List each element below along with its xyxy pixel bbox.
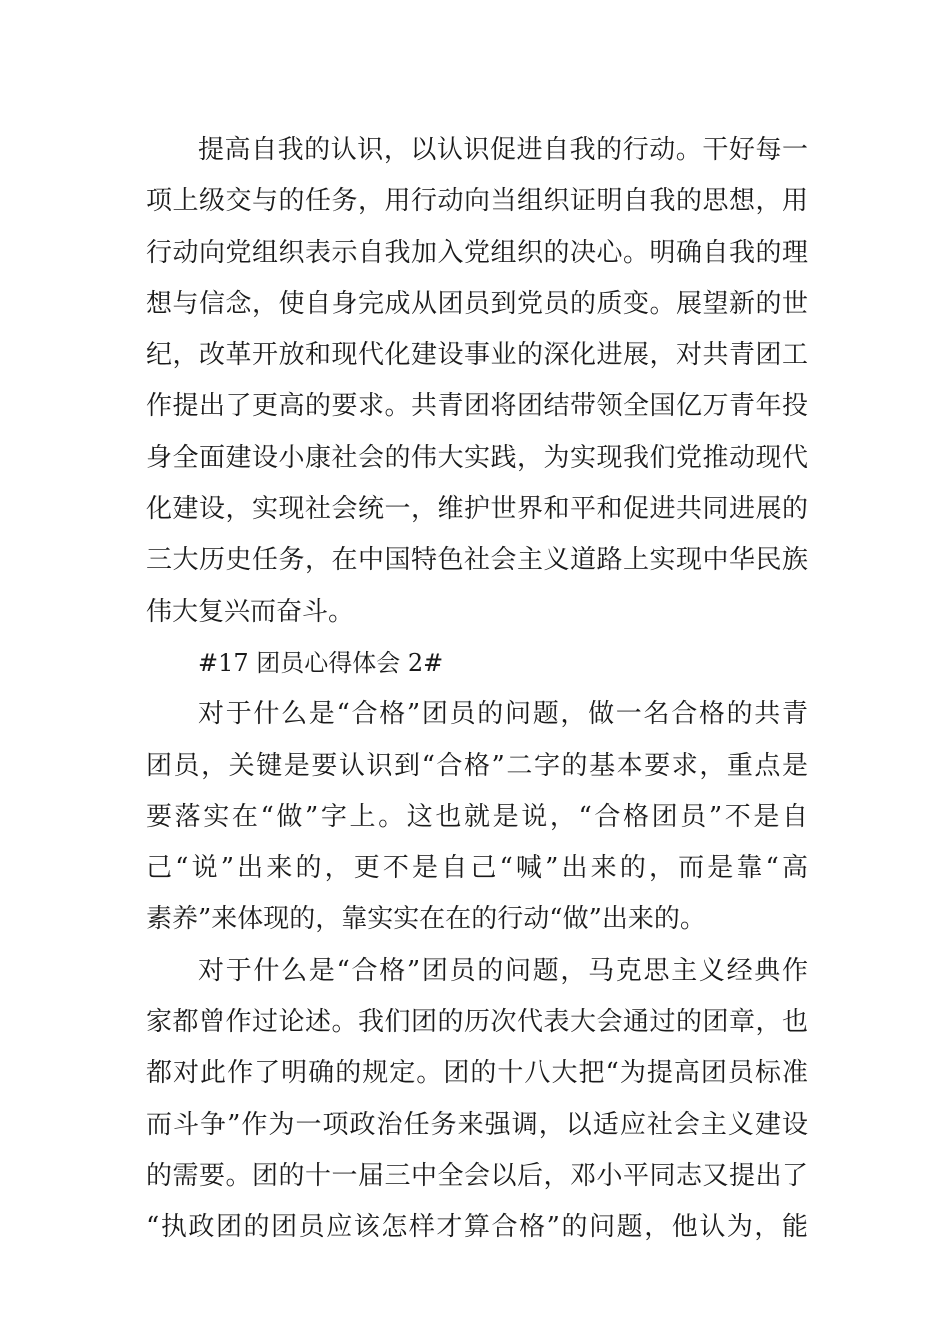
paragraph-line: 作提出了更高的要求。共青团将团结带领全国亿万青年投 bbox=[146, 391, 808, 422]
paragraph-line: 而斗争”作为一项政治任务来强调，以适应社会主义建设 bbox=[146, 1109, 808, 1140]
paragraph-line: 三大历史任务，在中国特色社会主义道路上实现中华民族 bbox=[146, 545, 808, 576]
paragraph-line: 对于什么是“合格”团员的问题，做一名合格的共青 bbox=[198, 699, 808, 730]
section-heading bbox=[146, 638, 808, 689]
document-body bbox=[146, 125, 808, 1254]
paragraph-line: 化建设，实现社会统一，维护世界和平和促进共同进展的 bbox=[146, 494, 808, 525]
paragraph-3 bbox=[146, 946, 808, 1254]
section-heading-text: #17 团员心得体会 2# bbox=[198, 648, 444, 677]
paragraph-line: 的需要。团的十一届三中全会以后，邓小平同志又提出了 bbox=[146, 1160, 808, 1191]
paragraph-line: 都对此作了明确的规定。团的十八大把“为提高团员标准 bbox=[146, 1058, 808, 1089]
paragraph-line: 想与信念，使自身完成从团员到党员的质变。展望新的世 bbox=[146, 288, 808, 319]
paragraph-line: 素养”来体现的，靠实实在在的行动“做”出来的。 bbox=[146, 904, 706, 935]
paragraph-2 bbox=[146, 689, 808, 945]
paragraph-1 bbox=[146, 125, 808, 638]
paragraph-line: 团员，关键是要认识到“合格”二字的基本要求，重点是 bbox=[146, 750, 808, 781]
paragraph-line: 对于什么是“合格”团员的问题，马克思主义经典作 bbox=[198, 955, 808, 986]
paragraph-line: 纪，改革开放和现代化建设事业的深化进展，对共青团工 bbox=[146, 340, 808, 371]
paragraph-line: 伟大复兴而奋斗。 bbox=[146, 596, 355, 627]
paragraph-line: 要落实在“做”字上。这也就是说，“合格团员”不是自 bbox=[146, 801, 808, 832]
paragraph-line: 己“说”出来的，更不是自己“喊”出来的，而是靠“高 bbox=[146, 853, 808, 884]
paragraph-line: 身全面建设小康社会的伟大实践，为实现我们党推动现代 bbox=[146, 442, 808, 473]
paragraph-line: 提高自我的认识，以认识促进自我的行动。干好每一 bbox=[198, 135, 808, 165]
paragraph-line: 行动向党组织表示自我加入党组织的决心。明确自我的理 bbox=[146, 237, 808, 268]
paragraph-line: 家都曾作过论述。我们团的历次代表大会通过的团章，也 bbox=[146, 1007, 808, 1038]
paragraph-line: 项上级交与的任务，用行动向当组织证明自我的思想，用 bbox=[146, 186, 808, 217]
paragraph-line: “执政团的团员应该怎样才算合格”的问题，他认为，能 bbox=[146, 1212, 808, 1243]
